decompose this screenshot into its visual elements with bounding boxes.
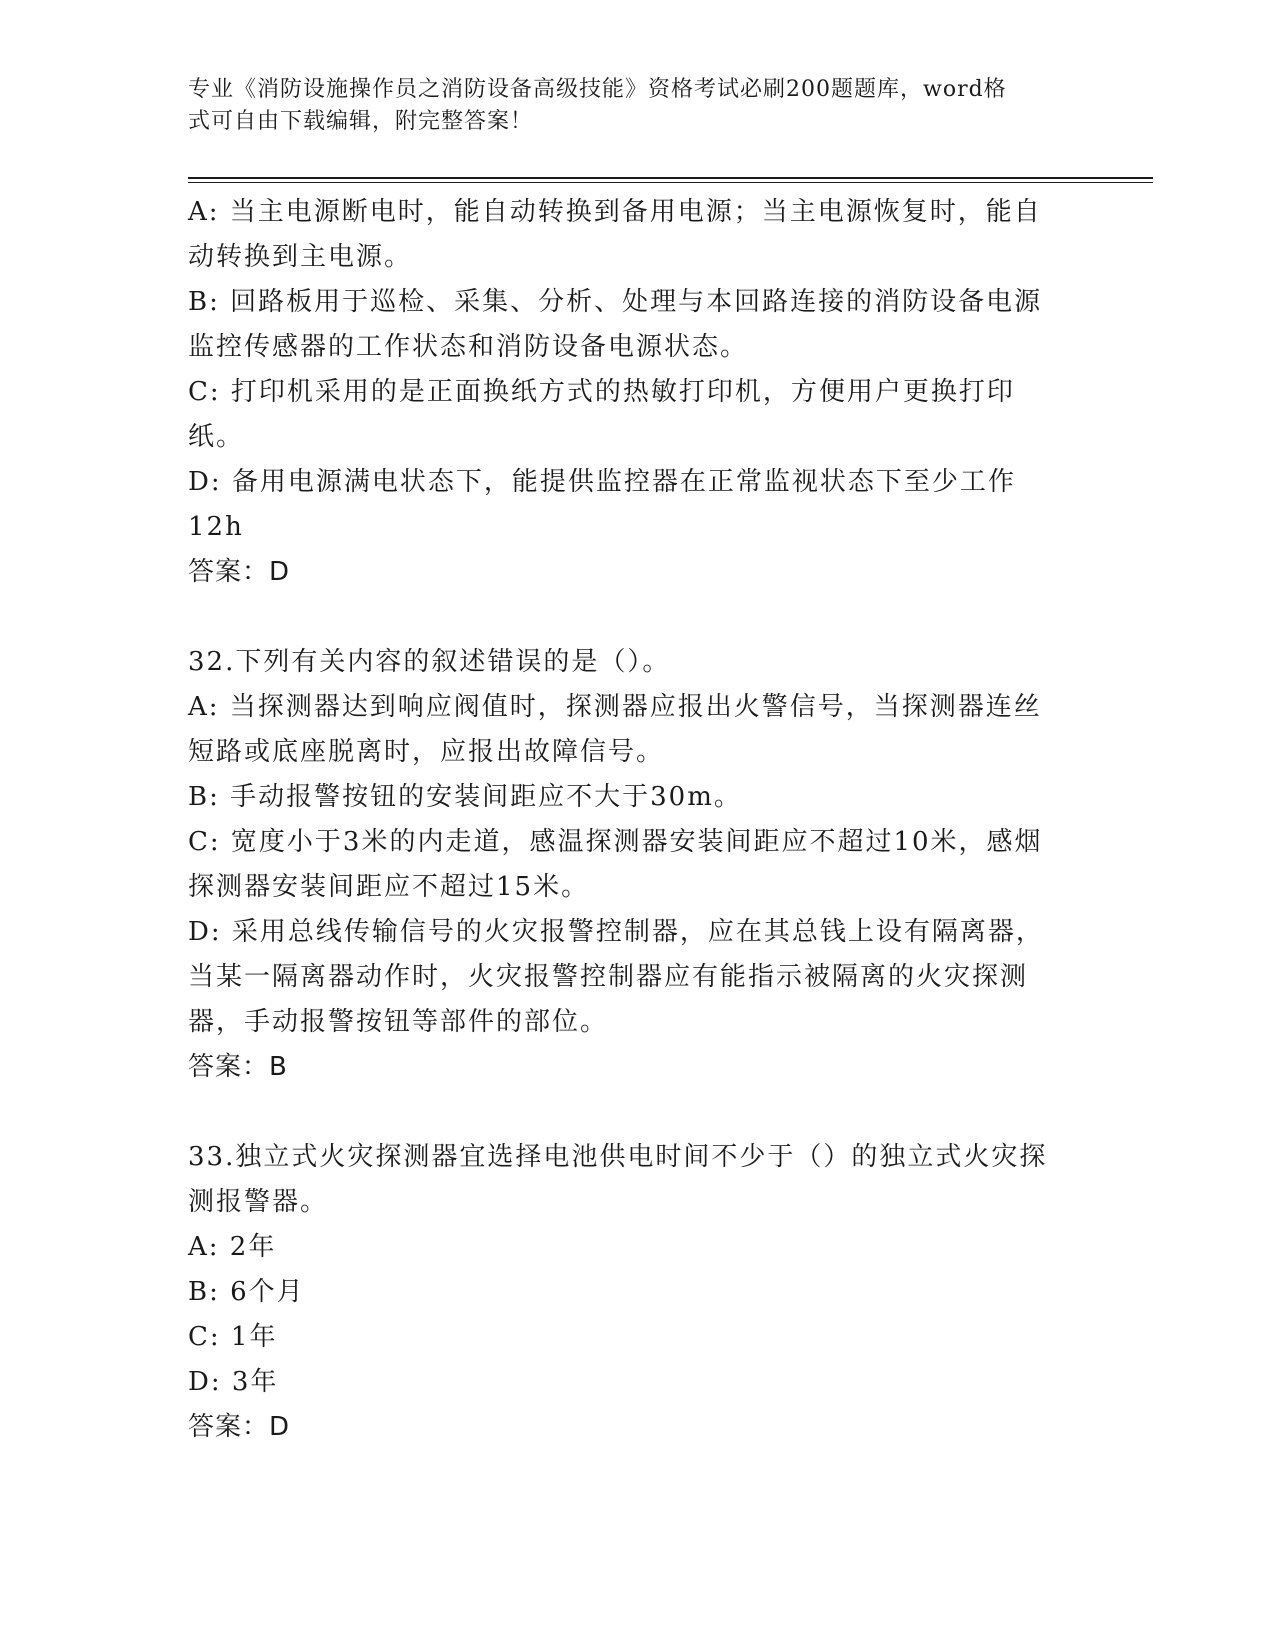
q32-option-b: B: 手动报警按钮的安装间距应不大于30m。 [188, 782, 742, 812]
header-divider-top [188, 177, 1153, 179]
q32-option-a: A: 当探测器达到响应阀值时，探测器应报出火警信号，当探测器连丝短路或底座脱离时，应报出故障信号。 [188, 692, 1042, 767]
header-line-1: 专业《消防设施操作员之消防设备高级技能》资格考试必刷200题题库，word格 [188, 77, 1007, 102]
q31-option-b: B: 回路板用于巡检、采集、分析、处理与本回路连接的消防设备电源监控传感器的工作状态和消防设备电源状态。 [188, 287, 1043, 362]
q32-question: 32.下列有关内容的叙述错误的是（）。 [188, 647, 671, 677]
q33-option-d: D: 3年 [188, 1367, 279, 1397]
document-body [188, 190, 1068, 1450]
question-33-block [188, 1135, 1068, 1450]
header-line-2: 式可自由下载编辑，附完整答案！ [188, 109, 534, 134]
header-divider-bottom [188, 182, 1153, 183]
q32-option-d: D: 采用总线传输信号的火灾报警控制器，应在其总钱上设有隔离器，当某一隔离器动作时，火灾报警控制器应有能指示被隔离的火灾探测器，手动报警按钮等部件的部位。 [188, 917, 1044, 1037]
q31-option-c: C: 打印机采用的是正面换纸方式的热敏打印机，方便用户更换打印纸。 [188, 377, 1015, 452]
q31-option-d: D: 备用电源满电状态下，能提供监控器在正常监视状态下至少工作12h [188, 467, 1016, 542]
q32-option-c: C: 宽度小于3米的内走道，感温探测器安装间距应不超过10米，感烟探测器安装间距应不超过15米。 [188, 827, 1043, 902]
q33-option-b: B: 6个月 [188, 1277, 305, 1307]
q31-option-a: A: 当主电源断电时，能自动转换到备用电源；当主电源恢复时，能自动转换到主电源。 [188, 197, 1042, 272]
q33-question: 33.独立式火灾探测器宜选择电池供电时间不少于（）的独立式火灾探测报警器。 [188, 1142, 1048, 1217]
page-header [188, 74, 1088, 138]
question-32-block [188, 640, 1068, 1090]
q32-answer: 答案：B [188, 1052, 288, 1082]
q33-answer: 答案：D [188, 1412, 291, 1442]
q31-answer: 答案：D [188, 557, 291, 587]
q33-option-a: A: 2年 [188, 1232, 277, 1262]
question-31-block [188, 190, 1068, 595]
q33-option-c: C: 1年 [188, 1322, 278, 1352]
